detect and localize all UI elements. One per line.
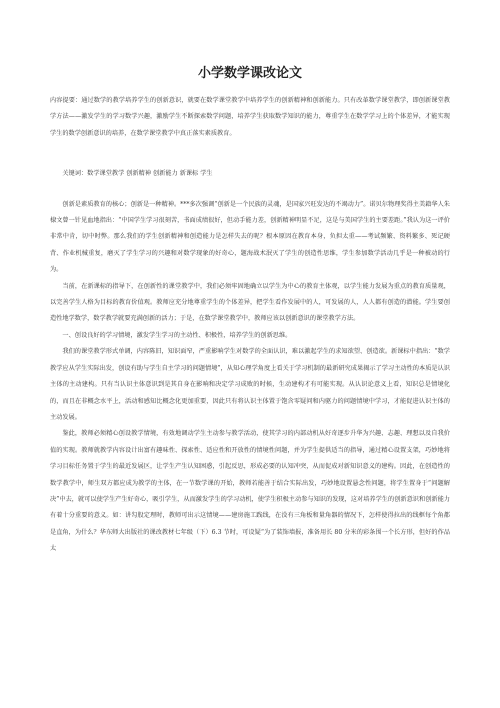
body-paragraph-3: 我们的课堂教学形式单调，内容陈旧，知识面窄，严重影响学生对数学的全面认识，难以激起学生的求知欲望、创造欲。新课标中指出：“数学教学应从学生实际出发，创设有助与学生自主学习的问题情境”，从知心理学角度上看关于学习机制的最新研究成果揭示了学习主动性的本质是认识主体的主动建构。只有当认识主体意识到是其自身在影响和决定学习成败的时候，生动建构才有可能实现。从认识论意义上看，知识总是情境化的，而且在非概念水平上，活动和感知比概念化更加重要，因此只有将认识主体置于饱含零疑问和内驱力的问题情境中学习，才能促进认识主体的主动发展。 [50, 348, 450, 421]
abstract-paragraph: 内容提要：通过数学的教学培养学生的创新意识，就要在数学课堂教学中培养学生的创新精神和创新能力。只有改革数学课堂教学，即创新课堂教学方法——激发学生的学习数学兴趣，激励学生不断探索数学问题，培养学生获取数学知识的能力，尊重学生在数学学习上的个体差异，才能实现学生的数学创新意识的培养，在数学课堂教学中真正落实素质教育。 [50, 97, 450, 137]
document-title: 小学数学课改论文 [197, 66, 302, 81]
section-heading-1: 一、创设良好的学习情境，激发学生学习的主动性、积极性，培养学生的创新思维。 [62, 331, 292, 339]
body-paragraph-2: 当前，在新课标的指导下，在创新性的课堂教学中，我们必须牢固地确立以学生为中心的教育主体观，以学生能力发展为重点的教育质量观，以完善学生人格为目标的教育价值观。教师应充分地尊重学生的个体差异，把学生看作发展中的人，可发展的人，人人都有创造的潜能。学生要创造性地学数学，数学教学就要充满创新的活力；于是，在数学课堂教学中，教师应该以创新意识的课堂教学方法。 [50, 282, 450, 323]
spacer [50, 183, 450, 197]
spacer [50, 142, 450, 156]
keywords-line: 关键词：数学课堂教学 创新精神 创新能力 新课标 学生 [62, 170, 213, 178]
body-paragraph-1: 创新是素质教育的核心；创新是一种精神。***多次强调“创新是一个民族的灵魂，是国家兴旺发达的不竭动力”。诺贝尔物理奖得主美籍华人朱棣文曾一针见血地指出：“中国学生学习很刻苦，书面成绩很好，但动手能力差，创新精神明显不足，这是与美国学生的主要差距。”我认为这一评价非常中肯，切中时弊。那么我们的学生创新精神和创造能力是怎样失去的呢？根本原因在教育本身，负担太重——考试频繁、资料繁多、死记硬背、作业机械重复，磨灭了学生学习的兴趣和对数学现象的好奇心，题海战术泯灭了学生的创造性思维，学生参加数学活动几乎是一种被动的行为。 [50, 200, 450, 274]
body-paragraph-4: 鉴此，教师必须精心创设教学情境，有效地调动学生主动参与教学活动，使其学习的内部动机从好奇逐步升华为兴趣、志趣、理想以及自我价值的实现。教师就教学内容设计出富有趣味性、探索性、适应性和开放性的情境性问题，并为学生提供适当的指导，通过精心设置支架，巧妙地将学习目标任务置于学生的最近发展区，让学生产生认知困惑，引起反思，形成必要的认知冲突，从而促成对新知识意义的建构。因此，在创造性的数学教学中，师生双方都应成为教学的主体，在一节数学课的开始，教师若能善于结合实际出发，巧妙地设置悬念性问题，将学生置身于“问题解决”中去，就可以使学生产生好奇心，吸引学生，从而激发学生的学习动机，使学生积极主动参与知识的发现，这对培养学生的创新意识和创新能力有着十分重要的意义。如：讲勾股定理时，教师可出示这情境——建房施工践线，在没有三角板和量角器的情况下，怎样使得拉出的线框每个角都是直角，为什么？华东师大出版社的课改教材七年级（下）6.3 节时，可设疑“为了装饰墙报，准备用长 80 分米的彩条围一个长方形，但好的作品太 [50, 430, 450, 553]
